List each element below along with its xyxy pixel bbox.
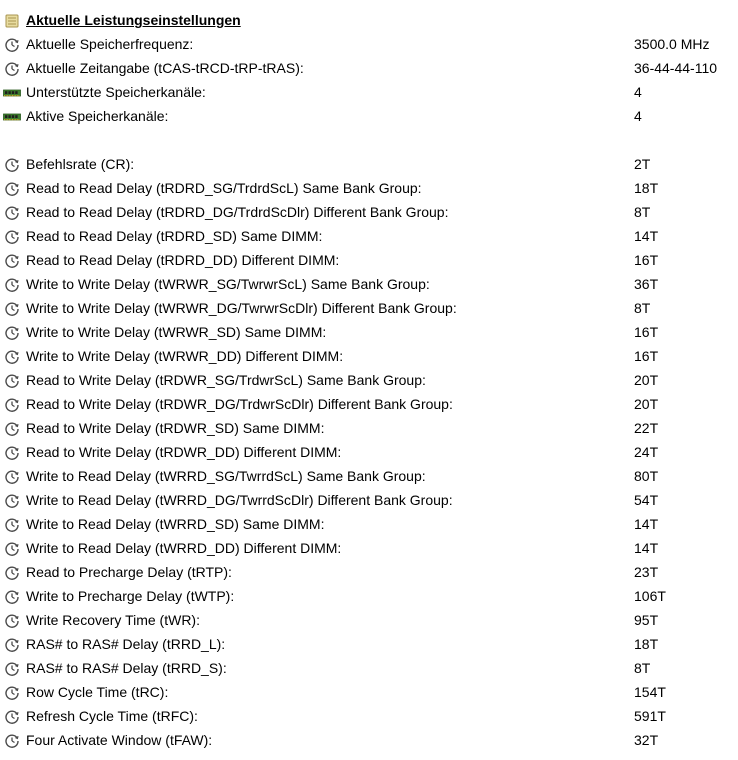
- property-value: 8T: [634, 300, 651, 316]
- property-row[interactable]: [0, 416, 738, 440]
- property-label: Read to Write Delay (tRDWR_DD) Different DIMM:: [26, 444, 342, 460]
- property-row[interactable]: [0, 344, 738, 368]
- property-value: 54T: [634, 492, 659, 508]
- clock-icon: [4, 156, 20, 172]
- clock-icon: [4, 348, 20, 364]
- section-header[interactable]: [0, 8, 738, 32]
- property-row[interactable]: [0, 656, 738, 680]
- clock-icon: [4, 36, 20, 52]
- ram-module-icon: [3, 108, 21, 124]
- property-label: Read to Read Delay (tRDRD_SG/TrdrdScL) Same Bank Group:: [26, 180, 422, 196]
- clock-icon: [4, 60, 20, 76]
- property-label: Read to Read Delay (tRDRD_DD) Different DIMM:: [26, 252, 340, 268]
- property-label: Befehlsrate (CR):: [26, 156, 135, 172]
- property-value: 2T: [634, 156, 651, 172]
- property-row[interactable]: [0, 440, 738, 464]
- property-value: 36T: [634, 276, 659, 292]
- property-row[interactable]: [0, 728, 738, 752]
- clock-icon: [4, 708, 20, 724]
- clock-icon: [4, 540, 20, 556]
- property-value: 20T: [634, 396, 659, 412]
- property-label: Aktuelle Zeitangabe (tCAS-tRCD-tRP-tRAS):: [26, 60, 304, 76]
- property-label: Read to Read Delay (tRDRD_DG/TrdrdScDlr) Different Bank Group:: [26, 204, 449, 220]
- clock-icon: [4, 372, 20, 388]
- property-row[interactable]: [0, 320, 738, 344]
- property-label: Write to Write Delay (tWRWR_SD) Same DIMM:: [26, 324, 327, 340]
- clock-icon: [4, 732, 20, 748]
- clock-icon: [4, 324, 20, 340]
- property-row[interactable]: [0, 704, 738, 728]
- property-label: Write to Read Delay (tWRRD_DD) Different DIMM:: [26, 540, 342, 556]
- property-value: 14T: [634, 228, 659, 244]
- property-value: 8T: [634, 204, 651, 220]
- property-label: Aktive Speicherkanäle:: [26, 108, 169, 124]
- property-row[interactable]: [0, 200, 738, 224]
- property-value: 36-44-44-110: [634, 60, 718, 76]
- property-value: 18T: [634, 636, 659, 652]
- property-value: 22T: [634, 420, 659, 436]
- clock-icon: [4, 396, 20, 412]
- property-value: 14T: [634, 516, 659, 532]
- property-label: Row Cycle Time (tRC):: [26, 684, 169, 700]
- clock-icon: [4, 516, 20, 532]
- property-value: 106T: [634, 588, 666, 604]
- clock-icon: [4, 300, 20, 316]
- property-value: 20T: [634, 372, 659, 388]
- property-value: 14T: [634, 540, 659, 556]
- clock-icon: [4, 564, 20, 580]
- property-label: Write to Read Delay (tWRRD_DG/TwrrdScDlr) Different Bank Group:: [26, 492, 453, 508]
- property-label: Read to Write Delay (tRDWR_DG/TrdwrScDlr) Different Bank Group:: [26, 396, 453, 412]
- property-label: Read to Write Delay (tRDWR_SG/TrdwrScL) Same Bank Group:: [26, 372, 426, 388]
- property-label: Write to Read Delay (tWRRD_SG/TwrrdScL) Same Bank Group:: [26, 468, 426, 484]
- property-row[interactable]: [0, 584, 738, 608]
- property-row[interactable]: [0, 104, 738, 128]
- property-value: 18T: [634, 180, 659, 196]
- property-value: 23T: [634, 564, 659, 580]
- property-label: Refresh Cycle Time (tRFC):: [26, 708, 198, 724]
- clock-icon: [4, 636, 20, 652]
- property-value: 8T: [634, 660, 651, 676]
- property-value: 3500.0 MHz: [634, 36, 710, 52]
- property-row[interactable]: [0, 488, 738, 512]
- property-value: 4: [634, 84, 642, 100]
- property-value: 80T: [634, 468, 659, 484]
- property-row[interactable]: [0, 608, 738, 632]
- clock-icon: [4, 660, 20, 676]
- property-value: 16T: [634, 252, 659, 268]
- property-row[interactable]: [0, 368, 738, 392]
- property-row[interactable]: [0, 296, 738, 320]
- clock-icon: [4, 180, 20, 196]
- property-row[interactable]: [0, 512, 738, 536]
- property-row[interactable]: [0, 464, 738, 488]
- property-label: Read to Precharge Delay (tRTP):: [26, 564, 232, 580]
- property-value: 154T: [634, 684, 666, 700]
- property-label: Read to Read Delay (tRDRD_SD) Same DIMM:: [26, 228, 323, 244]
- clock-icon: [4, 684, 20, 700]
- property-value: 32T: [634, 732, 659, 748]
- property-row[interactable]: [0, 272, 738, 296]
- property-row[interactable]: [0, 152, 738, 176]
- property-row[interactable]: [0, 176, 738, 200]
- clock-icon: [4, 420, 20, 436]
- performance-settings-list: [0, 8, 738, 752]
- property-row[interactable]: [0, 680, 738, 704]
- property-value: 95T: [634, 612, 659, 628]
- property-row[interactable]: [0, 32, 738, 56]
- property-label: Aktuelle Speicherfrequenz:: [26, 36, 194, 52]
- property-value: 16T: [634, 348, 659, 364]
- clock-icon: [4, 588, 20, 604]
- clock-icon: [4, 276, 20, 292]
- property-label: Write to Write Delay (tWRWR_DG/TwrwrScDlr) Different Bank Group:: [26, 300, 457, 316]
- property-label: Write to Precharge Delay (tWTP):: [26, 588, 235, 604]
- clock-icon: [4, 492, 20, 508]
- property-row[interactable]: [0, 56, 738, 80]
- clock-icon: [4, 468, 20, 484]
- property-label: Four Activate Window (tFAW):: [26, 732, 213, 748]
- section-title: Aktuelle Leistungseinstellungen: [26, 12, 241, 28]
- property-label: Read to Write Delay (tRDWR_SD) Same DIMM:: [26, 420, 325, 436]
- property-value: 4: [634, 108, 642, 124]
- property-label: Write to Read Delay (tWRRD_SD) Same DIMM:: [26, 516, 325, 532]
- property-label: Unterstützte Speicherkanäle:: [26, 84, 206, 100]
- property-value: 16T: [634, 324, 659, 340]
- property-label: RAS# to RAS# Delay (tRRD_S):: [26, 660, 227, 676]
- memory-header-icon: [4, 12, 20, 28]
- property-row[interactable]: [0, 560, 738, 584]
- clock-icon: [4, 228, 20, 244]
- property-label: Write Recovery Time (tWR):: [26, 612, 200, 628]
- property-row[interactable]: [0, 392, 738, 416]
- ram-module-icon: [3, 84, 21, 100]
- property-label: Write to Write Delay (tWRWR_SG/TwrwrScL) Same Bank Group:: [26, 276, 430, 292]
- clock-icon: [4, 252, 20, 268]
- property-row[interactable]: [0, 632, 738, 656]
- property-label: RAS# to RAS# Delay (tRRD_L):: [26, 636, 226, 652]
- property-value: 24T: [634, 444, 659, 460]
- clock-icon: [4, 444, 20, 460]
- property-label: Write to Write Delay (tWRWR_DD) Different DIMM:: [26, 348, 344, 364]
- property-row[interactable]: [0, 224, 738, 248]
- property-row[interactable]: [0, 80, 738, 104]
- spacer: [0, 128, 738, 152]
- property-row[interactable]: [0, 248, 738, 272]
- clock-icon: [4, 204, 20, 220]
- property-value: 591T: [634, 708, 666, 724]
- property-row[interactable]: [0, 536, 738, 560]
- clock-icon: [4, 612, 20, 628]
